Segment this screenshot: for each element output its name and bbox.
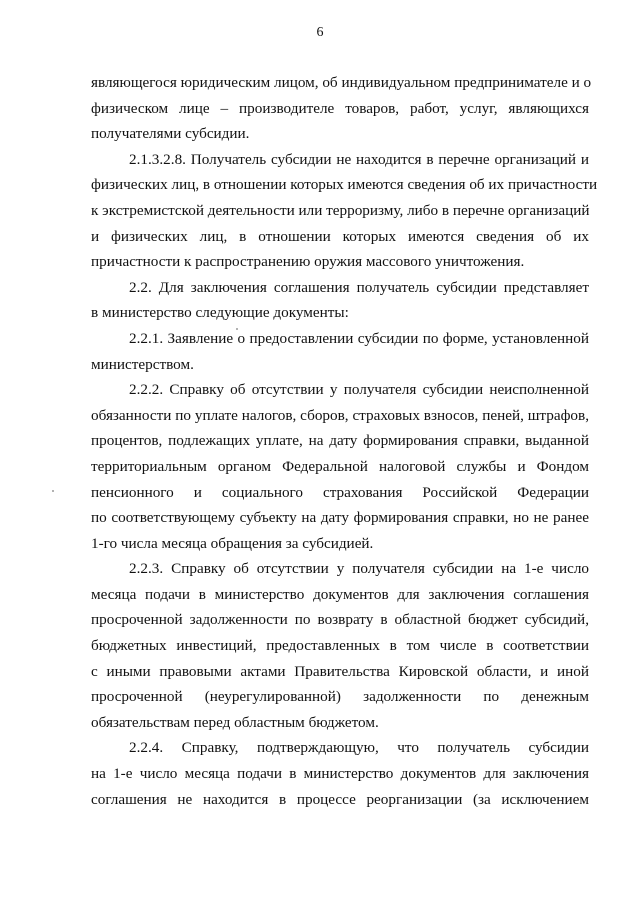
paragraph-2-2-4	[91, 735, 589, 812]
text-line: причастности к распространению оружия массового уничтожения.	[91, 253, 525, 271]
paragraph-2-1-3-2-8	[91, 147, 598, 275]
text-line: обязательствам перед областным бюджетом.	[91, 713, 379, 731]
text-line: 2.2.4. Справку, подтверждающую, что получатель субсидии	[129, 739, 589, 757]
text-line: просроченной задолженности по возврату в областной бюджет субсидий,	[91, 611, 589, 629]
text-line: 2.1.3.2.8. Получатель субсидии не находится в перечне организаций и	[129, 150, 589, 168]
text-line: являющегося юридическим лицом, об индивидуальном предпринимателе и о	[91, 74, 592, 91]
text-line: физических лиц, в отношении которых имеются сведения об их причастности	[91, 176, 598, 194]
paragraph-continuation	[91, 70, 592, 147]
text-line: обязанности по уплате налогов, сборов, страховых взносов, пеней, штрафов,	[91, 406, 589, 424]
text-line: 2.2.1. Заявление о предоставлении субсидии по форме, установленной	[129, 329, 589, 347]
text-line: с иными правовыми актами Правительства Кировской области, и иной	[91, 662, 589, 680]
text-line: получателями субсидии.	[91, 125, 250, 143]
text-line: на 1-е число месяца подачи в министерство документов для заключения	[91, 765, 589, 783]
scan-speck	[52, 490, 54, 492]
text-line: физическом лице – производителе товаров, работ, услуг, являющихся	[91, 99, 589, 117]
text-line: 1-го числа месяца обращения за субсидией.	[91, 534, 374, 552]
text-line: месяца подачи в министерство документов для заключения соглашения	[91, 585, 589, 603]
text-line: 2.2. Для заключения соглашения получатель субсидии представляет	[129, 278, 589, 296]
document-body	[91, 70, 598, 812]
text-line: к экстремистской деятельности или терроризму, либо в перечне организаций	[91, 201, 590, 219]
text-line: 2.2.2. Справку об отсутствии у получателя субсидии неисполненной	[129, 381, 589, 399]
text-line: территориальным органом Федеральной налоговой службы и Фондом	[91, 457, 589, 475]
paragraph-2-2-2	[91, 377, 589, 556]
text-line: 2.2.3. Справку об отсутствии у получателя субсидии на 1-е число	[129, 560, 589, 578]
text-line: министерством.	[91, 355, 194, 373]
paragraph-2-2-1	[91, 326, 589, 377]
scan-speck	[236, 328, 238, 330]
text-line: пенсионного и социального страхования Российской Федерации	[91, 483, 589, 501]
paragraph-2-2	[91, 275, 589, 326]
page-number: 6	[316, 25, 324, 40]
text-line: соглашения не находится в процессе реорганизации (за исключением	[91, 790, 589, 808]
text-line: процентов, подлежащих уплате, на дату формирования справки, выданной	[91, 432, 589, 450]
text-line: бюджетных инвестиций, предоставленных в том числе в соответствии	[91, 637, 589, 655]
text-line: просроченной (неурегулированной) задолженности по денежным	[91, 688, 589, 706]
text-line: и физических лиц, в отношении которых имеются сведения об их	[91, 227, 589, 245]
text-line: в министерство следующие документы:	[91, 304, 349, 322]
text-line: по соответствующему субъекту на дату формирования справки, но не ранее	[91, 509, 589, 527]
paragraph-2-2-3	[91, 556, 589, 735]
